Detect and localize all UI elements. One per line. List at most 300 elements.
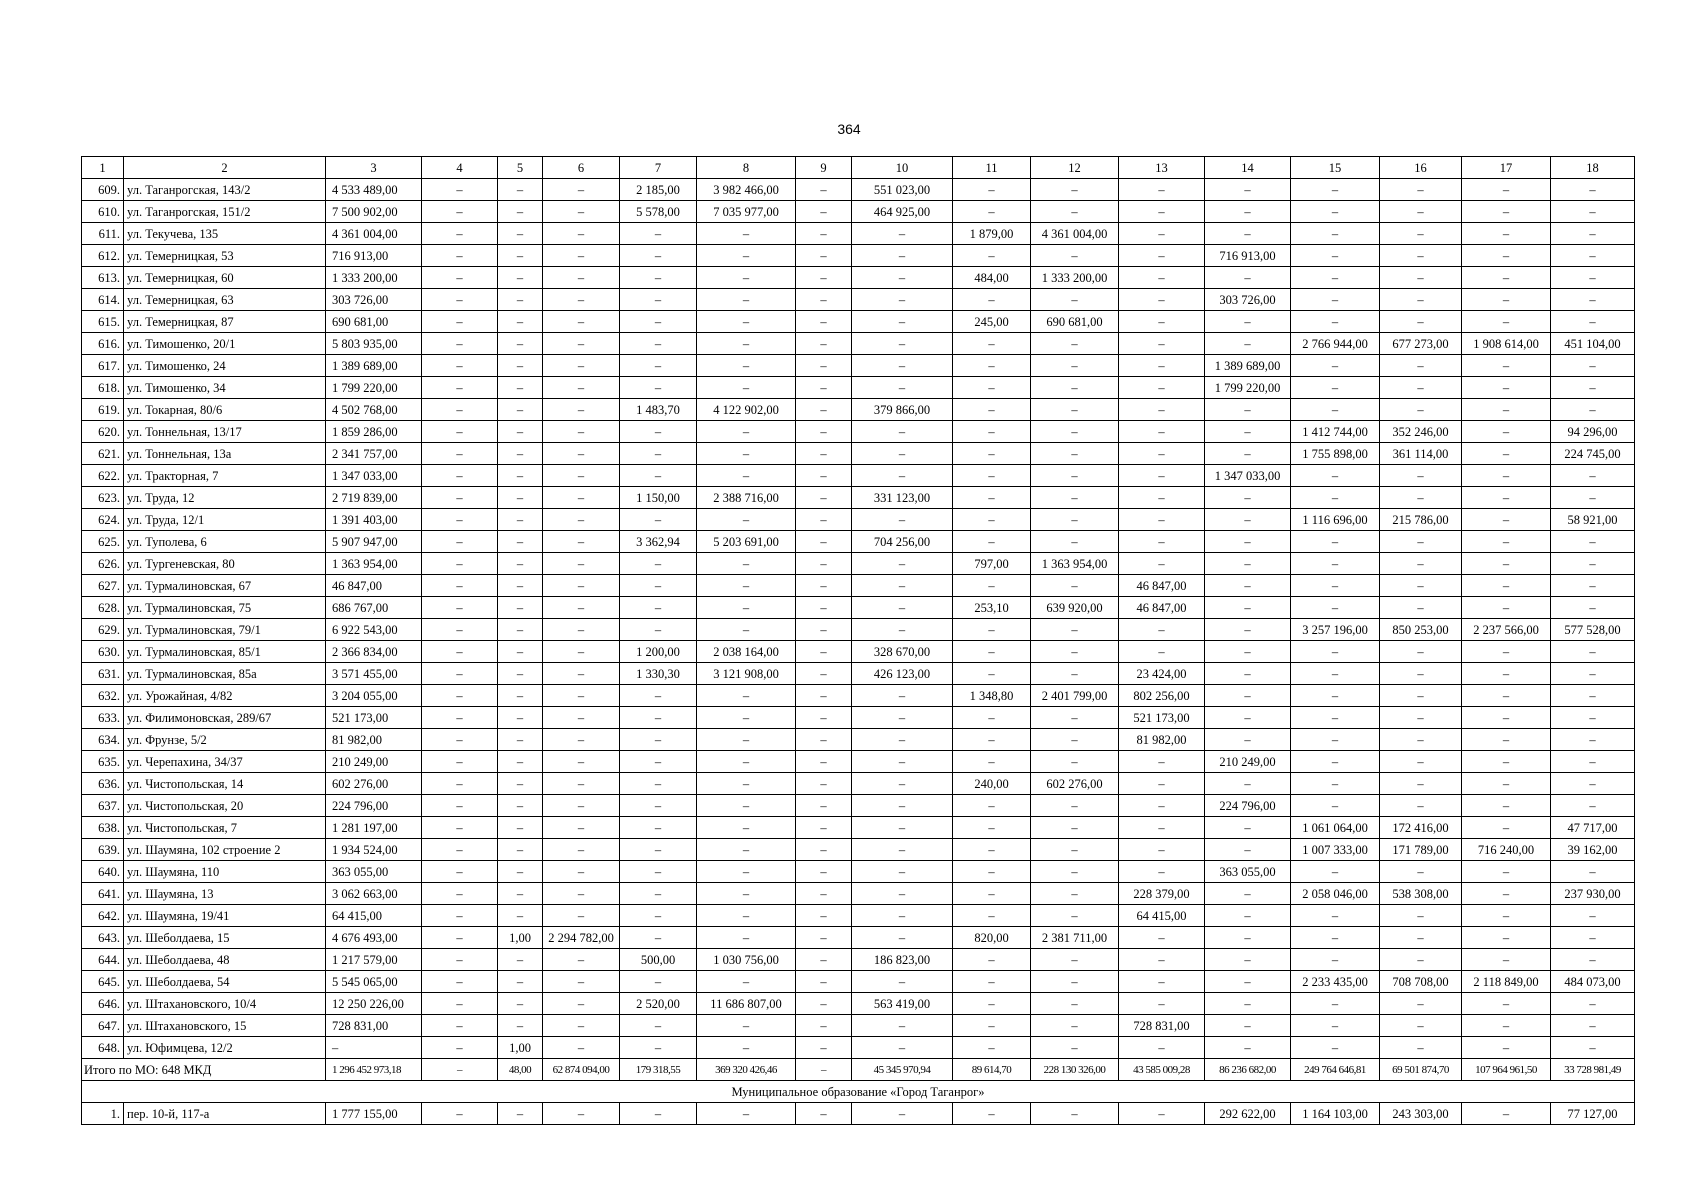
row-number: 637.	[82, 795, 124, 817]
table-cell: –	[1031, 663, 1119, 685]
table-cell: –	[796, 905, 852, 927]
table-cell: –	[796, 597, 852, 619]
table-cell: –	[1380, 1037, 1462, 1059]
table-cell: 2 038 164,00	[697, 641, 796, 663]
table-row	[82, 949, 1635, 971]
address-cell: ул. Тимошенко, 34	[124, 377, 326, 399]
table-cell: 464 925,00	[852, 201, 953, 223]
table-cell: –	[953, 971, 1031, 993]
table-cell: –	[1462, 289, 1551, 311]
table-cell: –	[697, 927, 796, 949]
table-cell: –	[543, 465, 620, 487]
total-cell: –	[796, 1059, 852, 1081]
table-cell: –	[1551, 641, 1635, 663]
table-cell: –	[1462, 773, 1551, 795]
table-cell: –	[697, 685, 796, 707]
table-cell: –	[543, 905, 620, 927]
table-cell: –	[796, 773, 852, 795]
row-number: 620.	[82, 421, 124, 443]
address-cell: ул. Темерницкая, 53	[124, 245, 326, 267]
table-cell: –	[1205, 421, 1291, 443]
table-cell: –	[1551, 355, 1635, 377]
table-cell: –	[1551, 685, 1635, 707]
row-number: 1.	[82, 1103, 124, 1125]
table-cell: –	[1380, 575, 1462, 597]
row-number: 635.	[82, 751, 124, 773]
table-cell: –	[1119, 751, 1205, 773]
table-cell: –	[1551, 223, 1635, 245]
table-cell: –	[852, 817, 953, 839]
table-cell: –	[852, 355, 953, 377]
table-cell: –	[852, 1037, 953, 1059]
table-cell: 551 023,00	[852, 179, 953, 201]
table-cell: 521 173,00	[1119, 707, 1205, 729]
table-cell: –	[953, 641, 1031, 663]
table-cell: –	[697, 597, 796, 619]
table-row	[82, 223, 1635, 245]
table-cell: –	[1291, 355, 1380, 377]
table-cell: –	[796, 179, 852, 201]
table-cell: –	[498, 245, 543, 267]
table-cell: –	[543, 707, 620, 729]
table-cell: –	[796, 575, 852, 597]
total-cost-cell: 1 934 524,00	[326, 839, 422, 861]
table-cell: 2 237 566,00	[1462, 619, 1551, 641]
table-cell: –	[1380, 707, 1462, 729]
total-cell: 43 585 009,28	[1119, 1059, 1205, 1081]
table-cell: 186 823,00	[852, 949, 953, 971]
table-cell: 5 578,00	[620, 201, 697, 223]
table-row	[82, 289, 1635, 311]
table-cell: –	[796, 333, 852, 355]
table-cell: –	[1205, 201, 1291, 223]
table-cell: –	[1462, 663, 1551, 685]
table-cell: –	[953, 201, 1031, 223]
address-cell: ул. Туполева, 6	[124, 531, 326, 553]
table-cell: –	[1551, 201, 1635, 223]
column-header: 4	[422, 157, 498, 179]
table-cell: –	[543, 641, 620, 663]
table-cell: –	[498, 663, 543, 685]
address-cell: ул. Тимошенко, 20/1	[124, 333, 326, 355]
table-cell: –	[1119, 223, 1205, 245]
table-cell: –	[953, 355, 1031, 377]
row-number: 633.	[82, 707, 124, 729]
table-row	[82, 773, 1635, 795]
table-cell: –	[543, 861, 620, 883]
table-row	[82, 311, 1635, 333]
address-cell: ул. Токарная, 80/6	[124, 399, 326, 421]
table-cell: –	[1119, 201, 1205, 223]
row-number: 609.	[82, 179, 124, 201]
table-cell: –	[498, 773, 543, 795]
table-cell: –	[1462, 399, 1551, 421]
table-cell: –	[422, 817, 498, 839]
table-cell: –	[1291, 795, 1380, 817]
address-cell: ул. Текучева, 135	[124, 223, 326, 245]
table-cell: –	[620, 619, 697, 641]
table-cell: –	[498, 223, 543, 245]
table-cell: –	[697, 443, 796, 465]
total-cell: 62 874 094,00	[543, 1059, 620, 1081]
table-cell: –	[1380, 531, 1462, 553]
table-cell: –	[422, 245, 498, 267]
table-cell: –	[796, 707, 852, 729]
table-cell: 1 363 954,00	[1031, 553, 1119, 575]
table-cell: –	[697, 333, 796, 355]
table-cell: –	[796, 465, 852, 487]
total-cost-cell: 210 249,00	[326, 751, 422, 773]
table-cell: –	[1119, 509, 1205, 531]
table-cell: –	[953, 333, 1031, 355]
column-header: 8	[697, 157, 796, 179]
row-number: 645.	[82, 971, 124, 993]
table-cell: –	[1119, 355, 1205, 377]
table-cell: –	[1119, 487, 1205, 509]
row-number: 643.	[82, 927, 124, 949]
table-cell: –	[543, 663, 620, 685]
table-cell: –	[953, 289, 1031, 311]
table-row	[82, 509, 1635, 531]
table-cell: –	[422, 223, 498, 245]
table-row	[82, 751, 1635, 773]
table-cell: 47 717,00	[1551, 817, 1635, 839]
table-cell: –	[796, 399, 852, 421]
table-cell: 802 256,00	[1119, 685, 1205, 707]
row-number: 614.	[82, 289, 124, 311]
table-cell: –	[543, 575, 620, 597]
table-cell: –	[543, 773, 620, 795]
table-cell: –	[953, 839, 1031, 861]
table-cell: –	[1380, 993, 1462, 1015]
table-cell: –	[422, 487, 498, 509]
table-cell: –	[1031, 399, 1119, 421]
table-cell: 500,00	[620, 949, 697, 971]
total-cell: 369 320 426,46	[697, 1059, 796, 1081]
table-cell: –	[796, 795, 852, 817]
table-cell: 1 330,30	[620, 663, 697, 685]
table-cell: –	[1462, 311, 1551, 333]
table-cell: –	[1380, 663, 1462, 685]
table-cell: –	[1291, 993, 1380, 1015]
table-cell: –	[953, 377, 1031, 399]
total-cost-cell: 1 347 033,00	[326, 465, 422, 487]
table-cell: –	[543, 509, 620, 531]
table-cell: –	[422, 1037, 498, 1059]
table-cell: –	[1380, 465, 1462, 487]
column-header: 10	[852, 157, 953, 179]
table-cell: –	[620, 729, 697, 751]
table-cell: –	[543, 421, 620, 443]
table-cell: –	[697, 729, 796, 751]
table-cell: –	[1031, 355, 1119, 377]
table-cell: –	[620, 1015, 697, 1037]
table-cell: –	[1119, 993, 1205, 1015]
table-cell: 2 294 782,00	[543, 927, 620, 949]
table-cell: –	[498, 707, 543, 729]
table-cell: 352 246,00	[1380, 421, 1462, 443]
address-cell: ул. Урожайная, 4/82	[124, 685, 326, 707]
table-cell: –	[796, 289, 852, 311]
address-cell: ул. Турмалиновская, 79/1	[124, 619, 326, 641]
table-cell: –	[620, 773, 697, 795]
total-cost-cell: 5 545 065,00	[326, 971, 422, 993]
table-cell: –	[1291, 267, 1380, 289]
table-row	[82, 817, 1635, 839]
table-cell: –	[1380, 399, 1462, 421]
table-cell: 240,00	[953, 773, 1031, 795]
table-cell: –	[1380, 773, 1462, 795]
table-cell: –	[422, 1015, 498, 1037]
table-cell: –	[1462, 927, 1551, 949]
total-cell: 48,00	[498, 1059, 543, 1081]
table-cell: –	[1380, 553, 1462, 575]
table-cell: –	[498, 575, 543, 597]
table-cell: –	[620, 311, 697, 333]
table-cell: –	[1031, 883, 1119, 905]
table-cell: –	[620, 223, 697, 245]
table-cell: –	[1119, 1103, 1205, 1125]
table-cell: –	[697, 267, 796, 289]
table-cell: –	[1205, 619, 1291, 641]
table-cell: –	[1462, 531, 1551, 553]
table-cell: –	[1380, 201, 1462, 223]
table-cell: –	[953, 883, 1031, 905]
table-cell: –	[1551, 399, 1635, 421]
table-cell: –	[1205, 971, 1291, 993]
table-cell: 3 362,94	[620, 531, 697, 553]
table-cell: –	[498, 465, 543, 487]
table-cell: –	[498, 619, 543, 641]
table-cell: –	[1380, 905, 1462, 927]
table-cell: –	[543, 443, 620, 465]
table-cell: –	[852, 377, 953, 399]
table-cell: –	[1031, 751, 1119, 773]
table-cell: –	[1031, 575, 1119, 597]
table-cell: –	[1031, 509, 1119, 531]
table-cell: –	[498, 531, 543, 553]
table-cell: –	[422, 707, 498, 729]
table-cell: –	[1462, 597, 1551, 619]
table-cell: –	[543, 729, 620, 751]
table-cell: –	[498, 399, 543, 421]
table-row	[82, 1103, 1635, 1125]
row-number: 623.	[82, 487, 124, 509]
address-cell: ул. Юфимцева, 12/2	[124, 1037, 326, 1059]
address-cell: ул. Темерницкая, 87	[124, 311, 326, 333]
table-cell: –	[1462, 795, 1551, 817]
table-cell: –	[796, 377, 852, 399]
total-cell: 69 501 874,70	[1380, 1059, 1462, 1081]
row-number: 619.	[82, 399, 124, 421]
table-cell: –	[1380, 597, 1462, 619]
table-cell: –	[422, 927, 498, 949]
table-cell: –	[1462, 707, 1551, 729]
table-cell: –	[543, 267, 620, 289]
table-cell: 1 412 744,00	[1291, 421, 1380, 443]
table-cell: –	[1291, 553, 1380, 575]
table-cell: –	[852, 707, 953, 729]
table-cell: 1 200,00	[620, 641, 697, 663]
table-cell: –	[1551, 179, 1635, 201]
table-cell: –	[498, 201, 543, 223]
table-cell: 451 104,00	[1551, 333, 1635, 355]
total-cost-cell: 64 415,00	[326, 905, 422, 927]
table-cell: –	[852, 575, 953, 597]
table-cell: –	[852, 751, 953, 773]
table-cell: –	[697, 223, 796, 245]
address-cell: пер. 10-й, 117-а	[124, 1103, 326, 1125]
table-cell: –	[953, 729, 1031, 751]
total-cost-cell: 521 173,00	[326, 707, 422, 729]
table-cell: 224 745,00	[1551, 443, 1635, 465]
table-cell: –	[498, 861, 543, 883]
data-table	[81, 156, 1635, 1125]
table-cell: –	[852, 795, 953, 817]
table-cell: –	[697, 421, 796, 443]
table-cell: –	[1551, 927, 1635, 949]
row-number: 630.	[82, 641, 124, 663]
total-cell: 107 964 961,50	[1462, 1059, 1551, 1081]
total-cost-cell: 690 681,00	[326, 311, 422, 333]
table-cell: –	[796, 641, 852, 663]
table-cell: –	[1205, 663, 1291, 685]
total-cost-cell: 224 796,00	[326, 795, 422, 817]
table-cell: –	[620, 883, 697, 905]
table-cell: –	[1462, 223, 1551, 245]
table-cell: –	[953, 993, 1031, 1015]
row-number: 640.	[82, 861, 124, 883]
table-cell: –	[498, 883, 543, 905]
table-cell: –	[1380, 641, 1462, 663]
table-cell: –	[1291, 289, 1380, 311]
address-cell: ул. Таганрогская, 143/2	[124, 179, 326, 201]
table-cell: 3 121 908,00	[697, 663, 796, 685]
table-cell: 708 708,00	[1380, 971, 1462, 993]
table-cell: –	[1205, 531, 1291, 553]
column-header: 7	[620, 157, 697, 179]
table-cell: –	[1119, 421, 1205, 443]
table-row	[82, 597, 1635, 619]
table-cell: –	[1291, 905, 1380, 927]
row-number: 646.	[82, 993, 124, 1015]
table-cell: –	[1551, 993, 1635, 1015]
table-cell: –	[697, 465, 796, 487]
table-cell: –	[1462, 729, 1551, 751]
row-number: 612.	[82, 245, 124, 267]
row-number: 631.	[82, 663, 124, 685]
table-cell: –	[620, 355, 697, 377]
table-cell: 23 424,00	[1119, 663, 1205, 685]
table-cell: –	[543, 399, 620, 421]
table-cell: –	[620, 267, 697, 289]
table-cell: –	[498, 641, 543, 663]
total-cost-cell: 1 391 403,00	[326, 509, 422, 531]
table-cell: –	[1031, 377, 1119, 399]
table-cell: –	[620, 707, 697, 729]
total-cell: 86 236 682,00	[1205, 1059, 1291, 1081]
table-cell: –	[852, 883, 953, 905]
table-cell: –	[620, 685, 697, 707]
table-cell: –	[1551, 575, 1635, 597]
table-cell: –	[1205, 685, 1291, 707]
table-cell: –	[796, 1103, 852, 1125]
table-cell: –	[1119, 333, 1205, 355]
table-cell: 2 766 944,00	[1291, 333, 1380, 355]
table-cell: 3 982 466,00	[697, 179, 796, 201]
table-cell: –	[543, 201, 620, 223]
table-cell: –	[852, 443, 953, 465]
table-cell: –	[620, 553, 697, 575]
column-header: 14	[1205, 157, 1291, 179]
table-cell: 1 007 333,00	[1291, 839, 1380, 861]
table-cell: –	[852, 1015, 953, 1037]
row-number: 636.	[82, 773, 124, 795]
table-cell: –	[1462, 245, 1551, 267]
table-cell: –	[1119, 443, 1205, 465]
table-cell: 1 389 689,00	[1205, 355, 1291, 377]
total-cost-cell: 4 361 004,00	[326, 223, 422, 245]
table-cell: –	[1031, 795, 1119, 817]
table-cell: –	[1462, 487, 1551, 509]
total-cell: 1 296 452 973,18	[326, 1059, 422, 1081]
table-cell: –	[1462, 685, 1551, 707]
table-cell: –	[1119, 971, 1205, 993]
table-cell: 237 930,00	[1551, 883, 1635, 905]
table-cell: –	[543, 377, 620, 399]
table-cell: –	[697, 311, 796, 333]
table-cell: –	[1031, 949, 1119, 971]
table-cell: –	[1551, 553, 1635, 575]
table-cell: –	[1462, 883, 1551, 905]
table-cell: –	[1551, 795, 1635, 817]
table-cell: –	[498, 509, 543, 531]
table-cell: –	[796, 883, 852, 905]
address-cell: ул. Таганрогская, 151/2	[124, 201, 326, 223]
table-cell: –	[953, 795, 1031, 817]
table-row	[82, 839, 1635, 861]
table-cell: –	[852, 311, 953, 333]
table-cell: 1 164 103,00	[1291, 1103, 1380, 1125]
table-cell: –	[1291, 223, 1380, 245]
table-cell: –	[1291, 707, 1380, 729]
table-cell: –	[543, 355, 620, 377]
total-cost-cell: 2 366 834,00	[326, 641, 422, 663]
table-cell: –	[1291, 1015, 1380, 1037]
table-cell: –	[498, 971, 543, 993]
table-cell: –	[1205, 707, 1291, 729]
table-cell: –	[1119, 465, 1205, 487]
row-number: 642.	[82, 905, 124, 927]
table-cell: –	[1462, 421, 1551, 443]
table-row	[82, 421, 1635, 443]
row-number: 611.	[82, 223, 124, 245]
table-row	[82, 267, 1635, 289]
table-cell: –	[422, 179, 498, 201]
table-cell: –	[796, 949, 852, 971]
total-cell: 33 728 981,49	[1551, 1059, 1635, 1081]
table-cell: –	[1205, 311, 1291, 333]
table-cell: –	[1380, 311, 1462, 333]
table-cell: –	[1551, 245, 1635, 267]
table-cell: –	[543, 839, 620, 861]
table-cell: 1 879,00	[953, 223, 1031, 245]
column-header: 9	[796, 157, 852, 179]
table-cell: –	[1119, 531, 1205, 553]
table-cell: –	[1551, 905, 1635, 927]
table-cell: –	[620, 1103, 697, 1125]
table-cell: 1 333 200,00	[1031, 267, 1119, 289]
